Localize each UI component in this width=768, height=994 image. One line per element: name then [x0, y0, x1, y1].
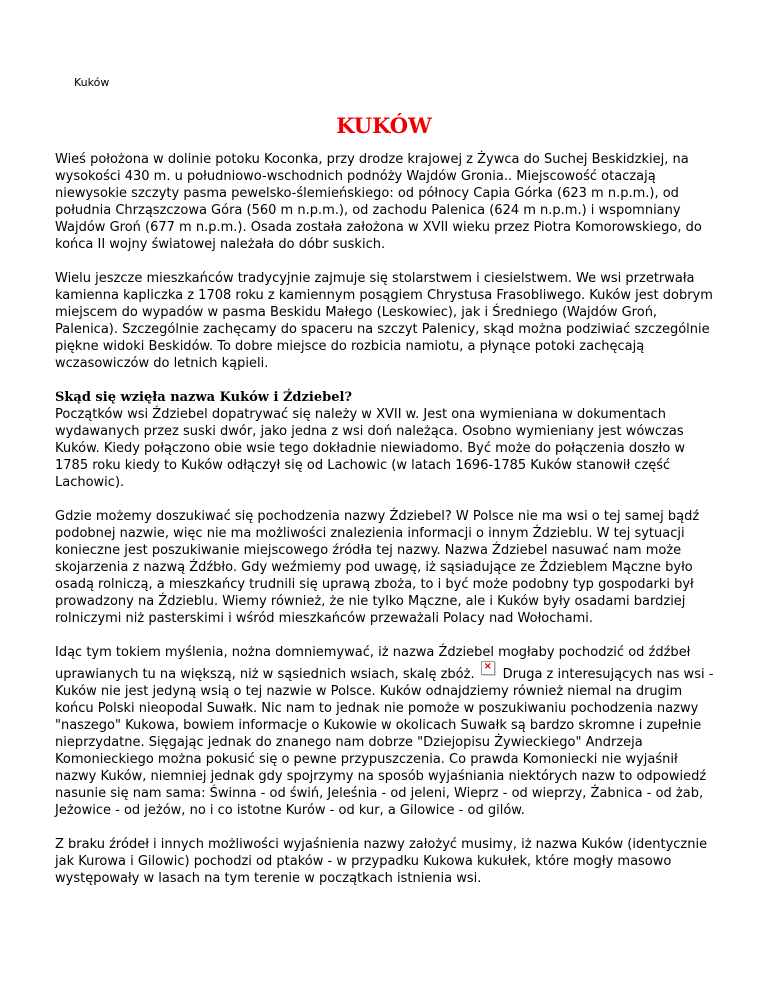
paragraph-kukow-origin-part1: Idąc tym tokiem myślenia, nożna domniemywać, iż nazwa Ździebel mogłaby pochodzić od źdźbeł uprawianych tu na większą, niż w sąsiednich wsiach, skalę zbóż. — [55, 645, 691, 682]
paragraph-intro: Wieś położona w dolinie potoku Koconka, przy drodze krajowej z Żywca do Suchej Beskidzkiej, na wysokości 430 m. u południowo-wschodnich podnóży Wajdów Gronia.. Miejscowość otaczają niewysokie szczyty pasma pewelsko-ślemieńskiego: od północy Capia Górka (623 m n.p.m.), od południa Chrząszczowa Góra (560 m n.p.m.), od zachodu Palenica (624 m n.p.m.) i wspomniany Wajdów Groń (677 m n.p.m.). Osada została założona w XVII wieku przez Piotra Komorowskiego, do końca II wojny światowej należała do dóbr suskich. — [55, 152, 702, 252]
paragraph-crafts: Wielu jeszcze mieszkańców tradycyjnie zajmuje się stolarstwem i ciesielstwem. We wsi przetrwała kamienna kapliczka z 1708 roku z kamiennym posągiem Chrystusa Frasobliwego. Kuków jest dobrym miejscem do wypadów w pasma Beskidu Małego (Leskowiec), jak i Średniego (Wajdów Groń, Palenica). Szczególnie zachęcamy do spaceru na szczyt Palenicy, skąd można podziwiać szczególnie piękne widoki Beskidów. To dobre miejsce do rozbicia namiotu, a płynące potoki zachęcają wczasowiczów do letnich kąpieli. — [55, 271, 713, 371]
paragraph-zdziebel-origin: Gdzie możemy doszukiwać się pochodzenia nazwy Ździebel? W Polsce nie ma wsi o tej samej bądź podobnej nazwie, więc nie ma możliwości znalezienia informacji o innym Ździeblu. W tej sytuacji konieczne jest poszukiwanie miejscowego źródła tej nazwy. Nazwa Ździebel nasuwać nam może skojarzenia z nazwą Źdźbło. Gdy weźmiemy pod uwagę, iż sąsiadujące ze Ździeblem Mączne było osadą rolniczą, a mieszkańcy trudnili się uprawą zboża, to i być może podobny typ gospodarki był prowadzony na Ździeblu. Wiemy również, że nie tylko Mączne, ale i Kuków były osadami bardziej rolniczymi niż pasterskimi i wśród mieszkańców przeważali Polacy nad Wołochami. — [55, 509, 700, 626]
paragraph-conclusion: Z braku źródeł i innych możliwości wyjaśnienia nazwy założyć musimy, iż nazwa Kuków (identycznie jak Kurowa i Gilowic) pochodzi od ptaków - w przypadku Kukowa kukułek, które mogły masowo występowały w lasach na tym terenie w początkach istnienia wsi. — [55, 837, 708, 886]
section-heading-name-origin: Skąd się wzięła nazwa Kuków i Ździebel? — [55, 390, 353, 405]
broken-image-icon: × — [481, 661, 495, 675]
article-content — [55, 151, 720, 904]
page-title: KUKÓW — [336, 113, 432, 138]
paragraph-kukow-origin-part2: Druga z interesujących nas wsi - Kuków nie jest jedyną wsią o tej nazwie w Polsce. Kuków odnajdziemy również niemal na drugim końcu Polski nieopodal Suwałk. Nic nam to jednak nie pomoże w poszukiwaniu pochodzenia nazwy "naszego" Kukowa, bowiem informacje o Kukowie w okolicach Suwałk są bardzo skromne i zupełnie nieprzydatne. Sięgając jednak do znanego nam dobrze "Dziejopisu Żywieckiego" Andrzeja Komonieckiego można pokusić się o pewne przypuszczenia. Co prawda Komoniecki nie wyjaśnił nazwy Kuków, niemniej jednak gdy spojrzymy na sposób wyjaśniania niektórych nazw to odpowiedź nasunie się nam sama: Świnna - od świń, Jeleśnia - od jeleni, Wieprz - od wieprzy, Żabnica - od żab, Jeżowice - od jeżów, no i co istotne Kurów - od kur, a Gilowice - od gilów. — [55, 667, 714, 818]
header-label: Kuków — [74, 76, 110, 89]
paragraph-history: Początków wsi Ździebel dopatrywać się należy w XVII w. Jest ona wymieniana w dokumentach wydawanych przez suski dwór, jako jedna z wsi doń należąca. Osobno wymieniany jest wówczas Kuków. Kiedy połączono obie wsie tego dokładnie niewiadomo. Być może do połączenia doszło w 1785 roku kiedy to Kuków odłączył się od Lachowic (w latach 1696-1785 Kuków stanowił część Lachowic). — [55, 407, 686, 490]
paragraph-kukow-origin — [55, 644, 720, 819]
